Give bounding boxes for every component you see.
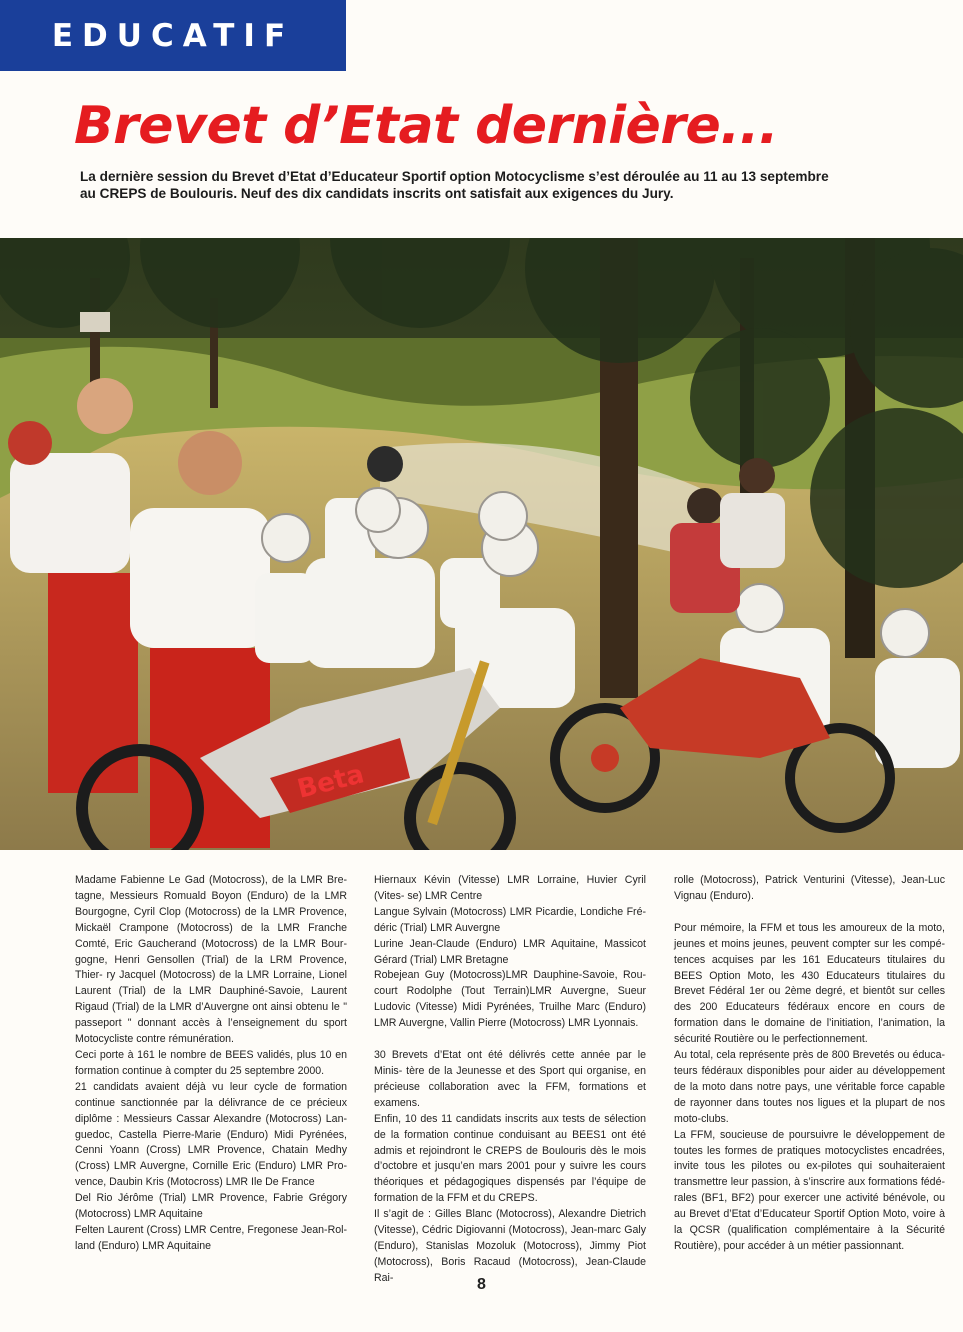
paragraph: Felten Laurent (Cross) LMR Centre, Fregonese Jean-Rol- land (Enduro) LMR Aquitaine xyxy=(75,1223,347,1252)
paragraph: Del Rio Jérôme (Trial) LMR Provence, Fabrie Grégory (Motocross) LMR Aquitaine xyxy=(75,1192,347,1221)
paragraph: La FFM, soucieuse de poursuivre le développement de toutes les formes de pratiques motocyclistes encadrées, invite tous les pilotes ou ex-pilotes qui souhaiteraient transmettre leur passion, à s’inscrire aux formations fédé- rales (BF1, BF2) pour exercer une activité bénévole, ou au Brevet d’Etat d’Educateur Sportif Option Moto, voire à la QCSR (qualification complémentaire à la Sécurité Routière), pour accéder à un métier passionnant. xyxy=(674,1128,945,1252)
paragraph: Ceci porte à 161 le nombre de BEES validés, plus 10 en formation continue à compter du 25 septembre 2000. xyxy=(75,1048,347,1077)
paragraph: Hiernaux Kévin (Vitesse) LMR Lorraine, Huvier Cyril (Vites- se) LMR Centre xyxy=(374,874,646,902)
paragraph: Pour mémoire, la FFM et tous les amoureux de la moto, jeunes et moins jeunes, peuvent compter sur les compé- tences acquises par les 161 Educateurs titulaires du BEES Option Moto, les 430 Educateurs titulaires du Brevet Fédéral 1er ou 2ème degré, et bientôt sur celles des 200 Educateurs fédéraux encore en cours de formation dans le domaine de l’initiation, l’animation, la sécurité Routière ou le perfectionnement. xyxy=(674,921,945,1046)
paragraph: Langue Sylvain (Motocross) LMR Picardie, Londiche Fré- déric (Trial) LMR Auvergne xyxy=(374,905,646,934)
section-rubric xyxy=(0,0,346,71)
page-number: 8 xyxy=(477,1276,486,1293)
article-title: Brevet d’Etat dernière... xyxy=(74,96,778,156)
article-lead xyxy=(80,168,840,202)
lead-line-2: au CREPS de Boulouris. Neuf des dix candidats inscrits ont satisfait aux exigences du Jury. xyxy=(80,186,674,201)
paragraph: 30 Brevets d’Etat ont été délivrés cette année par le Minis- tère de la Jeunesse et des Sport qui organise, en précieuse collaboration avec la FFM, formations et examens. xyxy=(374,1049,646,1109)
paragraph: Il s’agit de : Gilles Blanc (Motocross), Alexandre Dietrich (Vitesse), Cédric Digiovanni (Motocross), Jean-marc Galy (Enduro), Stanislas Mozoluk (Motocross), Jimmy Piot (Motocross), Boris Racaud (Motocross), Jean-Claude Rai- xyxy=(374,1208,646,1284)
text-column-3 xyxy=(674,873,945,1255)
paragraph: Lurine Jean-Claude (Enduro) LMR Aquitaine, Massicot Gérard (Trial) LMR Bretagne xyxy=(374,937,646,966)
paragraph: Au total, cela représente près de 800 Brevetés ou éduca- teurs fédéraux disponibles pour aider au développement de la moto dans notre pays, une véritable force capable de rayonner dans toutes nos ligues et la plupart de nos moto-clubs. xyxy=(674,1049,945,1125)
bike-brand-text: Beta xyxy=(294,759,368,805)
text-column-1 xyxy=(75,873,347,1255)
article-photo xyxy=(0,238,963,850)
paragraph: rolle (Motocross), Patrick Venturini (Vitesse), Jean-Luc Vignau (Enduro). xyxy=(674,874,945,902)
text-column-2 xyxy=(374,873,646,1287)
paragraph: 21 candidats avaient déjà vu leur cycle de formation continue sanctionnée par la délivrance de ce précieux diplôme : Messieurs Cassar Alexandre (Motocross) Lan- guedoc, Castella Pierre-Marie (Enduro) Midi Pyrénées, Cenni Yoann (Cross) LMR Provence, Chatain Medhy (Cross) LMR Auvergne, Cornille Eric (Enduro) LMR Pro- vence, Daubin Kris (Motocross) LMR Ile De France xyxy=(75,1080,347,1189)
paragraph: Enfin, 10 des 11 candidats inscrits aux tests de sélection de la formation continue conduisant au BEES1 ont été admis et rejoindront le CREPS de Boulouris dès le mois d’octobre et jusqu’en mars 2001 pour y suivre les cours théoriques et pédagogiques dispensés par l’équipe de formation de la FFM et du CREPS. xyxy=(374,1112,646,1205)
paragraph: Robejean Guy (Motocross)LMR Dauphine-Savoie, Rou- court Rodolphe (Tout Terrain)LMR Auvergne, Sueur Ludovic (Vitesse) Midi Pyrénées, Truilhe Marc (Enduro) LMR Auvergne, Vallin Pierre (Motocross) LMR Lyonnais. xyxy=(374,969,646,1030)
lead-line-1: La dernière session du Brevet d’Etat d’Educateur Sportif option Motocyclisme s’est déroulée au 11 au 13 septembre xyxy=(80,169,829,184)
rubric-label: EDUCATIF xyxy=(51,17,295,54)
paragraph: Madame Fabienne Le Gad (Motocross), de la LMR Bre- tagne, Messieurs Romuald Boyon (Enduro) de la LMR Bourgogne, Cyril Clop (Motocross) de la LMR Provence, Mickaël Crampone (Motocross) de la LMR Franche Comté, Eric Gaucherand (Motocross) de la LMR Bour- gogne, Henri Gensollen (Trial) de la LRM Provence, Thier- ry Jacquel (Motocross) de la LMR Lorraine, Lionel Laurent (Trial) de la LMR Dauphiné-Savoie, Laurent Rigaud (Trial) de la LMR d’Auvergne ont ainsi obtenu le " passeport " donnant accès à l’enseignement du sport Motocycliste contre rémunération. xyxy=(75,874,347,1046)
